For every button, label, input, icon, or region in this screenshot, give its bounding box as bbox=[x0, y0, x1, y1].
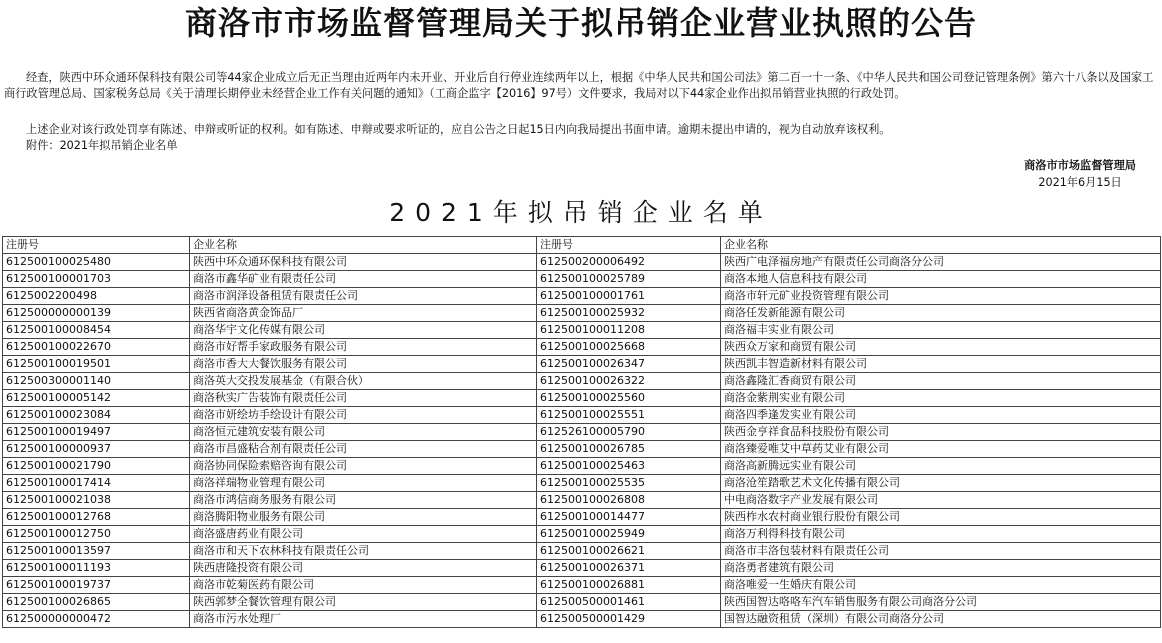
company-name-cell: 商洛英大交投发展基金（有限合伙） bbox=[190, 373, 537, 390]
attachment-line: 附件：2021年拟吊销企业名单 bbox=[26, 139, 178, 152]
company-name-cell: 商洛福丰实业有限公司 bbox=[721, 322, 1161, 339]
notice-paragraph-1: 经查，陕西中环众通环保科技有限公司等44家企业成立后无正当理由近两年内未开业、开业后自行停业连续两年以上，根据《中华人民共和国公司法》第二百一十一条、《中华人民共和国公司登记管理条例》第六十八条以及国家工商行政管理总局、国家税务总局《关于清理长期停业未经营企业工作有关问题的通知》（工商企监字【2016】97号）文件要求，我局对以下44家企业作出拟吊销营业执照的行政处罚。 bbox=[4, 71, 1154, 100]
company-name-cell: 商洛华宇文化传媒有限公司 bbox=[190, 322, 537, 339]
reg-no-cell: 612500500001461 bbox=[537, 594, 721, 611]
table-row bbox=[3, 475, 1161, 492]
reg-no-cell: 612500300001140 bbox=[3, 373, 190, 390]
table-row bbox=[3, 356, 1161, 373]
reg-no-cell: 612500100026322 bbox=[537, 373, 721, 390]
reg-no-cell: 612500100026865 bbox=[3, 594, 190, 611]
table-body bbox=[3, 254, 1161, 628]
reg-no-cell: 612500100021038 bbox=[3, 492, 190, 509]
reg-no-cell: 612500100011193 bbox=[3, 560, 190, 577]
reg-no-cell: 612500100019501 bbox=[3, 356, 190, 373]
notice-title: 商洛市市场监督管理局关于拟吊销企业营业执照的公告 bbox=[184, 4, 977, 42]
reg-no-cell: 612500100013597 bbox=[3, 543, 190, 560]
signature-date: 2021年6月15日 bbox=[1038, 176, 1122, 189]
company-name-cell: 商洛市香大大餐饮服务有限公司 bbox=[190, 356, 537, 373]
company-name-cell: 陕西凯丰智造新材料有限公司 bbox=[721, 356, 1161, 373]
table-row bbox=[3, 577, 1161, 594]
list-title: 2021年拟吊销企业名单 bbox=[389, 198, 773, 227]
company-name-cell: 商洛高新腾远实业有限公司 bbox=[721, 458, 1161, 475]
reg-no-cell: 612526100005790 bbox=[537, 424, 721, 441]
reg-no-cell: 612500100026808 bbox=[537, 492, 721, 509]
company-name-cell: 商洛市润泽设备租赁有限责任公司 bbox=[190, 288, 537, 305]
header-reg-no-left: 注册号 bbox=[3, 237, 190, 254]
reg-no-cell: 612500100008454 bbox=[3, 322, 190, 339]
company-name-cell: 商洛市和天下农林科技有限责任公司 bbox=[190, 543, 537, 560]
reg-no-cell: 612500100022670 bbox=[3, 339, 190, 356]
reg-no-cell: 612500100026621 bbox=[537, 543, 721, 560]
reg-no-cell: 612500100012750 bbox=[3, 526, 190, 543]
company-name-cell: 商洛协同保险索赔咨询有限公司 bbox=[190, 458, 537, 475]
company-name-cell: 商洛勇者建筑有限公司 bbox=[721, 560, 1161, 577]
reg-no-cell: 612500100017414 bbox=[3, 475, 190, 492]
reg-no-cell: 6125002200498 bbox=[3, 288, 190, 305]
table-row bbox=[3, 594, 1161, 611]
reg-no-cell: 612500100025535 bbox=[537, 475, 721, 492]
header-reg-no-right: 注册号 bbox=[537, 237, 721, 254]
table-row bbox=[3, 390, 1161, 407]
notice-paragraph-2: 上述企业对该行政处罚享有陈述、申辩或听证的权利。如有陈述、申辩或要求听证的，应自公告之日起15日内向我局提出书面申请。逾期未提出申请的，视为自动放弃该权利。 bbox=[26, 123, 891, 136]
reg-no-cell: 612500100023084 bbox=[3, 407, 190, 424]
company-name-cell: 商洛腾阳物业服务有限公司 bbox=[190, 509, 537, 526]
reg-no-cell: 612500100026371 bbox=[537, 560, 721, 577]
reg-no-cell: 612500100021790 bbox=[3, 458, 190, 475]
company-name-cell: 商洛沧笙踏歌艺术文化传播有限公司 bbox=[721, 475, 1161, 492]
company-name-cell: 商洛任发新能源有限公司 bbox=[721, 305, 1161, 322]
table-row bbox=[3, 458, 1161, 475]
company-name-cell: 商洛市鸿信商务服务有限公司 bbox=[190, 492, 537, 509]
table-row bbox=[3, 526, 1161, 543]
header-name-left: 企业名称 bbox=[190, 237, 537, 254]
reg-no-cell: 612500100026785 bbox=[537, 441, 721, 458]
company-name-cell: 商洛祥瑞物业管理有限公司 bbox=[190, 475, 537, 492]
table-row bbox=[3, 611, 1161, 628]
company-name-cell: 商洛唯爱一生婚庆有限公司 bbox=[721, 577, 1161, 594]
company-name-cell: 商洛市好帮手家政服务有限公司 bbox=[190, 339, 537, 356]
table-header-row bbox=[3, 237, 1161, 254]
reg-no-cell: 612500100025560 bbox=[537, 390, 721, 407]
reg-no-cell: 612500100025480 bbox=[3, 254, 190, 271]
reg-no-cell: 612500100001761 bbox=[537, 288, 721, 305]
table-row bbox=[3, 407, 1161, 424]
reg-no-cell: 612500100012768 bbox=[3, 509, 190, 526]
table-row bbox=[3, 560, 1161, 577]
company-name-cell: 陕西柞水农村商业银行股份有限公司 bbox=[721, 509, 1161, 526]
table-row bbox=[3, 339, 1161, 356]
company-name-cell: 商洛市昌盛粘合剂有限责任公司 bbox=[190, 441, 537, 458]
company-name-cell: 商洛秋实广告装饰有限责任公司 bbox=[190, 390, 537, 407]
company-name-cell: 商洛盛唐药业有限公司 bbox=[190, 526, 537, 543]
reg-no-cell: 612500100025551 bbox=[537, 407, 721, 424]
company-name-cell: 商洛恒元建筑安装有限公司 bbox=[190, 424, 537, 441]
company-name-cell: 国智达融资租赁（深圳）有限公司商洛分公司 bbox=[721, 611, 1161, 628]
company-name-cell: 商洛本地人信息科技有限公司 bbox=[721, 271, 1161, 288]
signature-org: 商洛市市场监督管理局 bbox=[1024, 159, 1136, 172]
reg-no-cell: 612500100019497 bbox=[3, 424, 190, 441]
signature-block bbox=[1024, 157, 1136, 191]
reg-no-cell: 612500100025668 bbox=[537, 339, 721, 356]
table-row bbox=[3, 288, 1161, 305]
company-name-cell: 商洛市妍绘坊手绘设计有限公司 bbox=[190, 407, 537, 424]
reg-no-cell: 612500200006492 bbox=[537, 254, 721, 271]
table-row bbox=[3, 271, 1161, 288]
company-name-cell: 商洛市丰洛包装材料有限责任公司 bbox=[721, 543, 1161, 560]
table-row bbox=[3, 509, 1161, 526]
company-name-cell: 商洛万利得科技有限公司 bbox=[721, 526, 1161, 543]
reg-no-cell: 612500100026347 bbox=[537, 356, 721, 373]
enterprise-table bbox=[2, 236, 1161, 628]
table-row bbox=[3, 543, 1161, 560]
reg-no-cell: 612500000000139 bbox=[3, 305, 190, 322]
reg-no-cell: 612500100005142 bbox=[3, 390, 190, 407]
company-name-cell: 中电商洛数字产业发展有限公司 bbox=[721, 492, 1161, 509]
table-row bbox=[3, 254, 1161, 271]
company-name-cell: 商洛市鑫华矿业有限责任公司 bbox=[190, 271, 537, 288]
table-row bbox=[3, 441, 1161, 458]
company-name-cell: 陕西省商洛黄金饰品厂 bbox=[190, 305, 537, 322]
company-name-cell: 陕西众万家和商贸有限公司 bbox=[721, 339, 1161, 356]
company-name-cell: 陕西唐隆投资有限公司 bbox=[190, 560, 537, 577]
reg-no-cell: 612500100026881 bbox=[537, 577, 721, 594]
reg-no-cell: 612500100025463 bbox=[537, 458, 721, 475]
reg-no-cell: 612500100001703 bbox=[3, 271, 190, 288]
reg-no-cell: 612500100014477 bbox=[537, 509, 721, 526]
table-row bbox=[3, 322, 1161, 339]
reg-no-cell: 612500100011208 bbox=[537, 322, 721, 339]
company-name-cell: 商洛臻爱唯艾中草药艾业有限公司 bbox=[721, 441, 1161, 458]
company-name-cell: 陕西国智达咯咯车汽车销售服务有限公司商洛分公司 bbox=[721, 594, 1161, 611]
table-row bbox=[3, 373, 1161, 390]
company-name-cell: 商洛市乾菊医药有限公司 bbox=[190, 577, 537, 594]
reg-no-cell: 612500000000472 bbox=[3, 611, 190, 628]
company-name-cell: 商洛市轩元矿业投资管理有限公司 bbox=[721, 288, 1161, 305]
company-name-cell: 陕西广电泽福房地产有限责任公司商洛分公司 bbox=[721, 254, 1161, 271]
reg-no-cell: 612500100025789 bbox=[537, 271, 721, 288]
company-name-cell: 商洛四季逢发实业有限公司 bbox=[721, 407, 1161, 424]
company-name-cell: 商洛金紫荆实业有限公司 bbox=[721, 390, 1161, 407]
company-name-cell: 陕西中环众通环保科技有限公司 bbox=[190, 254, 537, 271]
reg-no-cell: 612500100025932 bbox=[537, 305, 721, 322]
reg-no-cell: 612500100019737 bbox=[3, 577, 190, 594]
reg-no-cell: 612500500001429 bbox=[537, 611, 721, 628]
company-name-cell: 陕西郭梦全餐饮管理有限公司 bbox=[190, 594, 537, 611]
company-name-cell: 商洛市污水处理厂 bbox=[190, 611, 537, 628]
header-name-right: 企业名称 bbox=[721, 237, 1161, 254]
table-row bbox=[3, 305, 1161, 322]
reg-no-cell: 612500100000937 bbox=[3, 441, 190, 458]
table-row bbox=[3, 424, 1161, 441]
reg-no-cell: 612500100025949 bbox=[537, 526, 721, 543]
table-row bbox=[3, 492, 1161, 509]
company-name-cell: 陕西金亨祥食品科技股份有限公司 bbox=[721, 424, 1161, 441]
company-name-cell: 商洛鑫隆汇香商贸有限公司 bbox=[721, 373, 1161, 390]
